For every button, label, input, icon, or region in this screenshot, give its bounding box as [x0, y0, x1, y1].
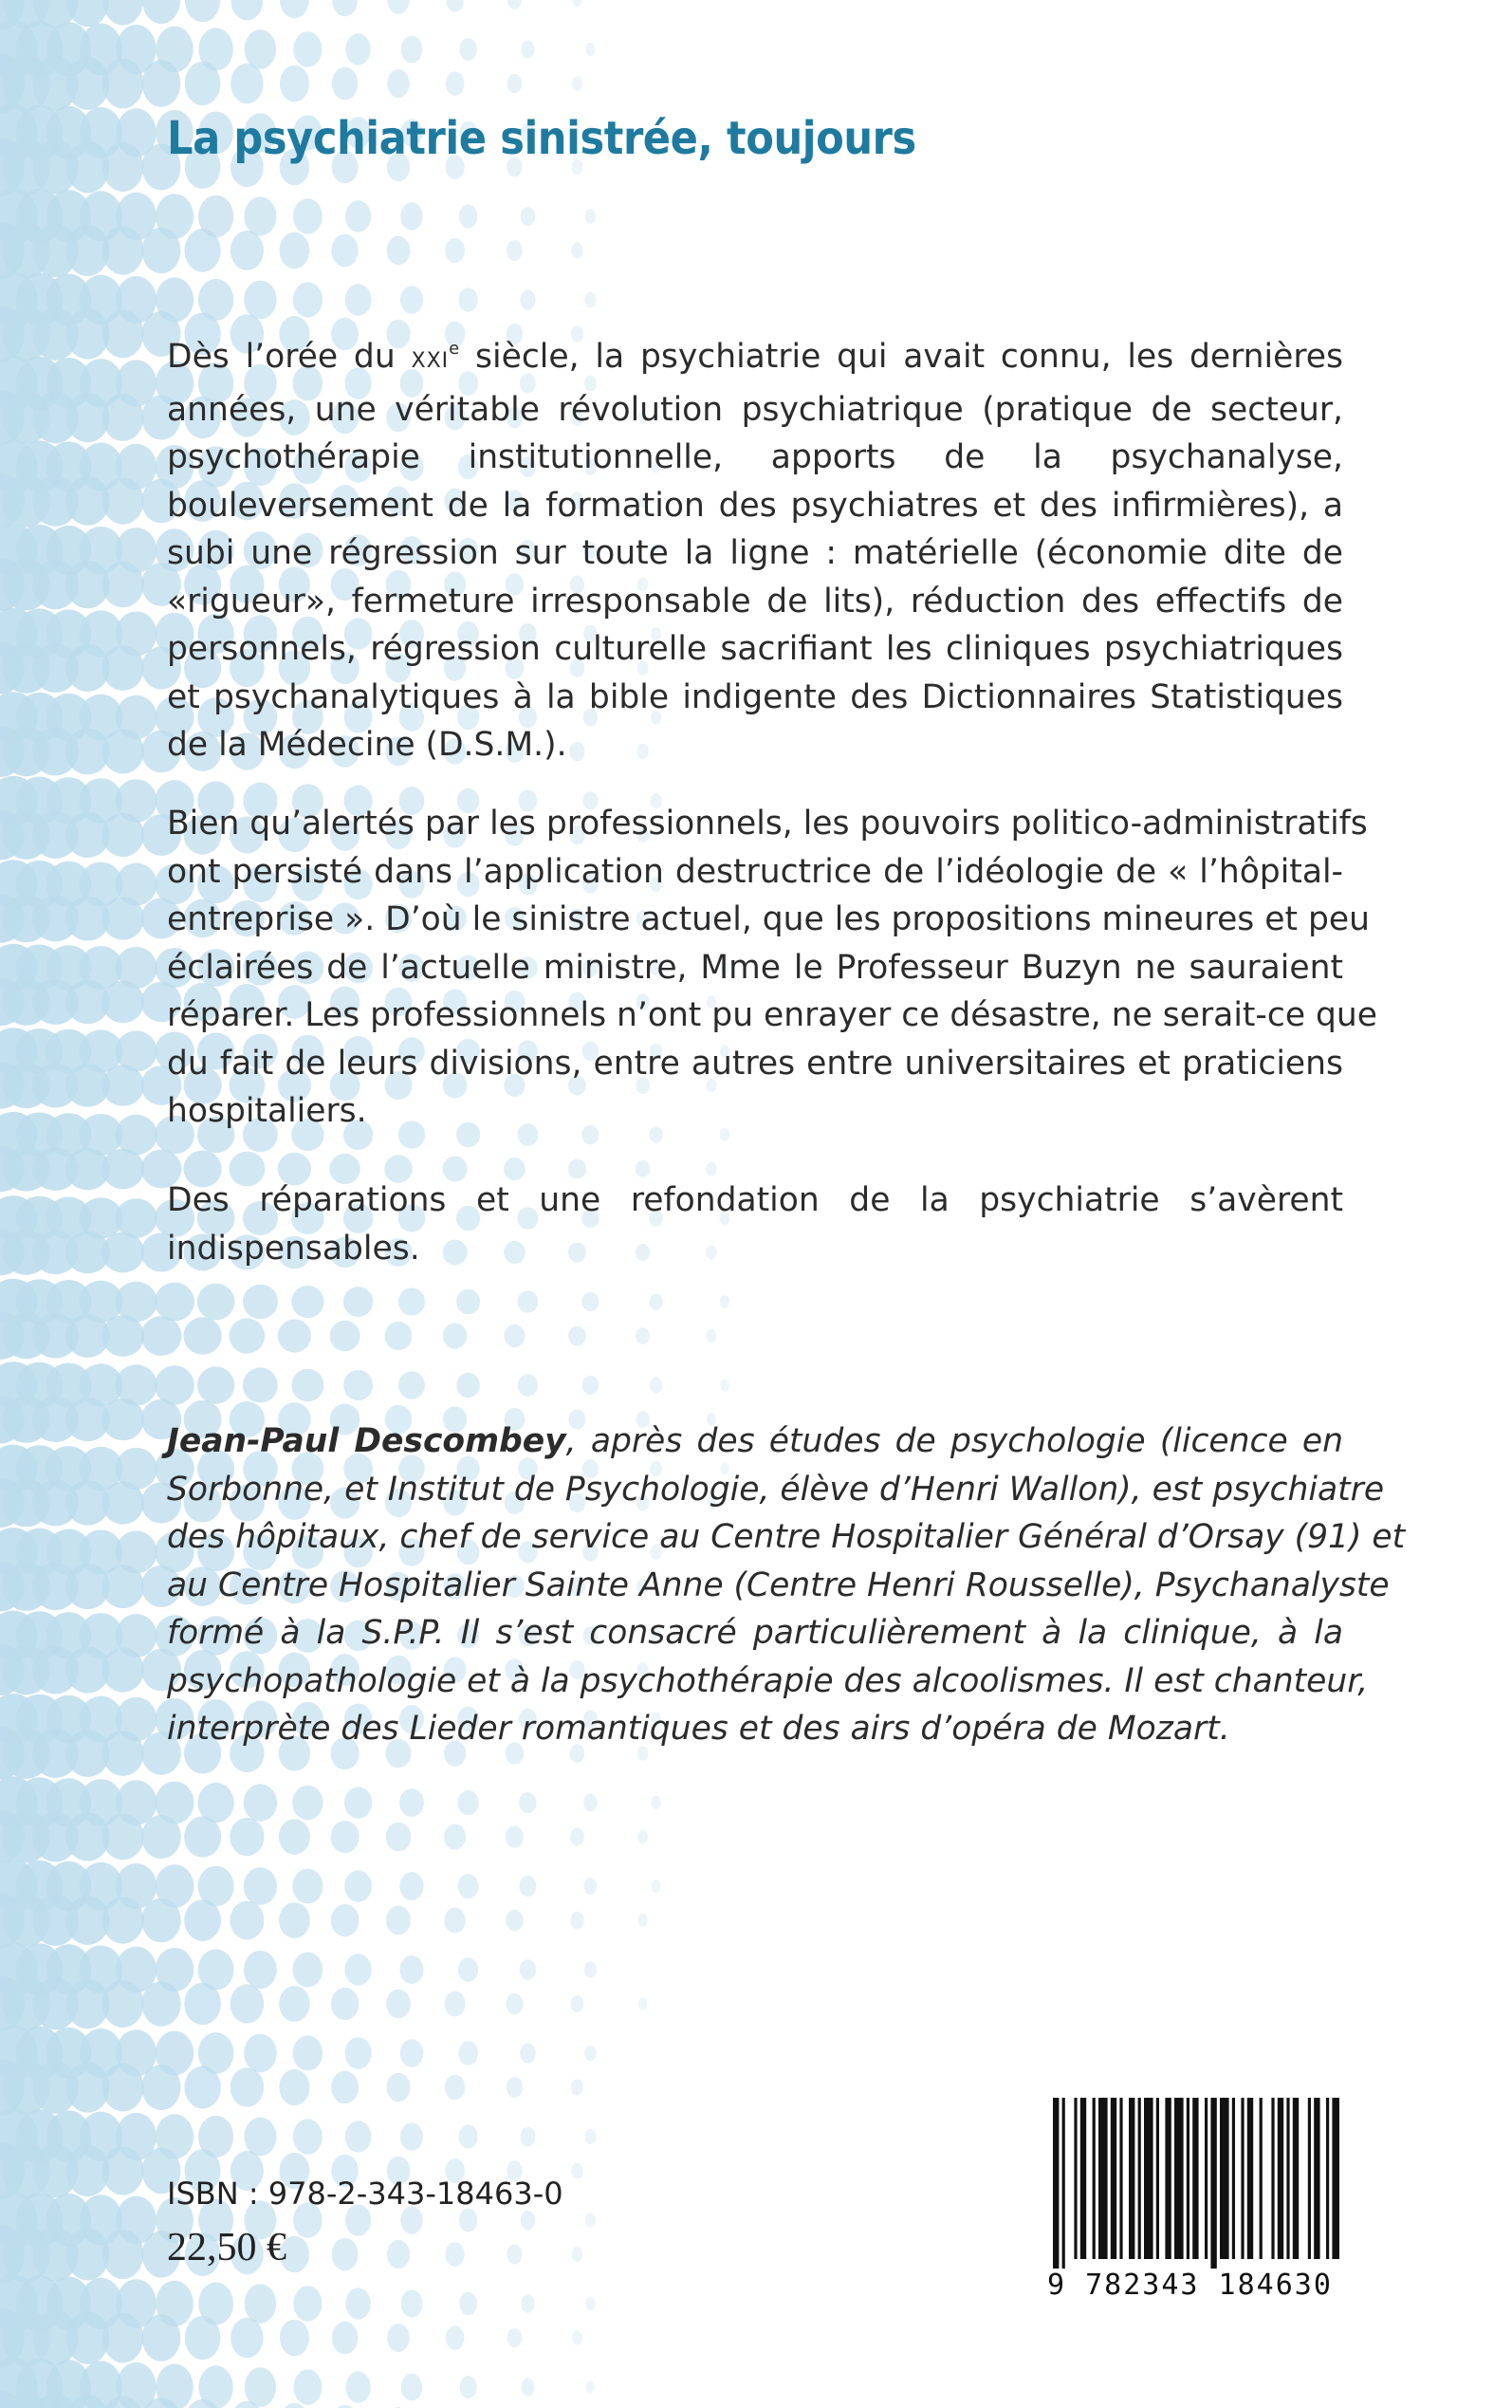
background-dot: [293, 31, 322, 67]
background-dot: [102, 645, 144, 691]
background-dot: [650, 1293, 663, 1309]
background-dot: [444, 1825, 466, 1850]
background-dot: [572, 76, 582, 90]
background-dot: [197, 1366, 234, 1403]
background-dot: [444, 1908, 465, 1934]
background-dot: [294, 2369, 323, 2405]
barcode: [1047, 2094, 1339, 2310]
background-dot: [332, 2322, 358, 2355]
background-dot: [651, 1796, 660, 1809]
background-dot: [387, 2240, 410, 2269]
background-dot: [101, 1398, 144, 1440]
background-dot: [506, 1825, 524, 1847]
barcode-bar: [1192, 2098, 1198, 2259]
background-dot: [141, 1815, 181, 1859]
background-dot: [445, 2075, 465, 2100]
background-dot: [584, 1961, 597, 1977]
background-dot: [331, 234, 358, 268]
paragraph-1-line: «rigueur», fermeture irresponsable de lits), réduction des effectifs de: [167, 582, 1343, 621]
background-dot: [521, 40, 534, 58]
background-dot: [230, 64, 263, 104]
background-dot: [507, 2245, 522, 2265]
background-dot: [506, 1993, 523, 2015]
background-dot: [230, 2318, 263, 2359]
background-dot: [387, 69, 410, 98]
background-dot: [638, 1914, 648, 1927]
background-dot: [506, 1910, 524, 1932]
background-dot: [456, 1373, 480, 1398]
bio-line: Jean-Paul Descombey, après des études de psychologie (licence en: [167, 1422, 1343, 1460]
barcode-bar: [1144, 2098, 1153, 2259]
barcode-bar: [1260, 2098, 1263, 2259]
background-dot: [521, 2211, 535, 2230]
page-title: La psychiatrie sinistrée, toujours: [167, 112, 916, 165]
background-dot: [185, 229, 221, 271]
background-dot: [584, 2046, 596, 2062]
background-dot: [504, 1324, 525, 1347]
background-dot: [184, 1317, 222, 1355]
background-dot: [142, 2314, 181, 2362]
background-dot: [293, 1953, 323, 1988]
background-dot: [344, 1954, 371, 1985]
isbn-text: ISBN : 978-2-343-18463-0: [167, 2176, 563, 2212]
background-dot: [102, 2313, 143, 2363]
background-dot: [583, 1794, 598, 1812]
background-dot: [398, 1287, 425, 1315]
background-dot: [386, 1906, 411, 1936]
barcode-bar: [1205, 2098, 1208, 2259]
background-dot: [278, 1319, 311, 1352]
paragraph-1-line: bouleversement de la formation des psychiatres et des infirmières), a: [167, 486, 1343, 525]
background-dot: [101, 1315, 144, 1357]
paragraph-2-line: Bien qu’alertés par les professionnels, les pouvoirs politico-administratifs: [167, 805, 1368, 843]
background-dot: [291, 1369, 323, 1402]
background-dot: [332, 67, 358, 101]
background-dot: [345, 2121, 372, 2153]
background-dot: [155, 1283, 194, 1322]
background-dot: [400, 1955, 424, 1984]
background-dot: [399, 1788, 424, 1817]
background-dot: [101, 1481, 144, 1524]
background-dot: [102, 310, 144, 359]
background-dot: [652, 1880, 661, 1893]
background-dot: [102, 1814, 144, 1860]
background-dot: [102, 1731, 144, 1776]
background-dot: [387, 236, 411, 265]
barcode-bar: [1293, 2098, 1299, 2259]
barcode-bar: [1165, 2098, 1171, 2259]
background-dot: [244, 2118, 276, 2157]
background-dot: [345, 33, 370, 65]
paragraph-1-line: Dès l’orée du XXIe siècle, la psychiatrie qui avait connu, les dernières: [167, 338, 1343, 376]
barcode-bar: [1156, 2098, 1159, 2259]
barcode-bar: [1241, 2098, 1244, 2259]
background-dot: [521, 207, 536, 226]
background-dot: [331, 1988, 359, 2020]
background-dot: [279, 1819, 310, 1854]
background-dot: [571, 2079, 583, 2096]
paragraph-2-line: entreprise ». D’où le sinistre actuel, que les propositions mineures et peu: [167, 900, 1370, 938]
background-dot: [458, 1874, 479, 1899]
background-dot: [245, 2284, 277, 2323]
background-dot: [399, 1872, 423, 1900]
background-dot: [521, 2294, 535, 2313]
background-dot: [707, 1329, 717, 1343]
background-dot: [585, 2297, 595, 2311]
background-dot: [141, 1316, 182, 1356]
background-dot: [102, 2146, 144, 2195]
background-dot: [185, 2316, 221, 2360]
barcode-bar: [1093, 2098, 1096, 2259]
background-dot: [571, 1995, 584, 2012]
background-dot: [102, 1897, 144, 1943]
background-dot: [330, 1321, 360, 1352]
background-dot: [101, 1565, 144, 1608]
bio-line: psychopathologie et à la psychothérapie des alcoolismes. Il est chanteur,: [167, 1661, 1369, 1700]
background-dot: [101, 730, 143, 774]
barcode-bar: [1053, 2098, 1059, 2269]
background-dot: [637, 1830, 648, 1844]
background-dot: [155, 1365, 194, 1404]
background-dot: [636, 1160, 650, 1177]
background-dot: [572, 0, 581, 7]
background-dot: [570, 1912, 583, 1930]
bio-line: Sorbonne, et Institut de Psychologie, élève d’Henri Wallon), est psychiatre: [167, 1470, 1385, 1509]
barcode-bar: [1129, 2098, 1134, 2259]
background-dot: [102, 1980, 144, 2028]
background-dot: [102, 2230, 143, 2279]
paragraph-2: [167, 800, 1378, 1136]
background-dot: [293, 198, 323, 233]
background-dot: [386, 1823, 412, 1852]
background-dot: [387, 0, 409, 14]
background-dot: [345, 284, 372, 316]
barcode-bar: [1174, 2098, 1184, 2259]
paragraph-2-line: éclairées de l’actuelle ministre, Mme le Professeur Buzyn ne sauraient: [167, 948, 1343, 987]
paragraph-1-line: de la Médecine (D.S.M.).: [167, 726, 567, 764]
barcode-bar: [1326, 2098, 1329, 2259]
background-dot: [102, 562, 144, 607]
background-dot: [345, 2288, 371, 2319]
background-dot: [184, 1983, 221, 2025]
background-dot: [459, 38, 476, 61]
paragraph-2-line: hospitaliers.: [167, 1092, 367, 1130]
background-dot: [142, 60, 181, 107]
background-dot: [243, 1367, 278, 1402]
author-name: Jean-Paul Descombey: [167, 1422, 566, 1460]
background-dot: [280, 65, 309, 102]
background-dot: [230, 2067, 264, 2107]
background-dot: [280, 232, 310, 269]
background-dot: [101, 1065, 144, 1106]
background-dot: [520, 2043, 536, 2063]
background-dot: [291, 1286, 323, 1318]
barcode-bar: [1062, 2098, 1065, 2269]
background-dot: [518, 1374, 538, 1396]
background-dot: [386, 1990, 411, 2019]
background-dot: [571, 243, 582, 259]
background-dot: [101, 1232, 144, 1273]
background-dot: [101, 981, 144, 1023]
background-dot: [332, 2238, 359, 2271]
background-dot: [102, 226, 144, 274]
background-dot: [507, 240, 523, 261]
background-dot: [459, 2209, 477, 2232]
background-dot: [197, 1284, 235, 1321]
background-dot: [279, 2069, 309, 2105]
background-dot: [507, 2328, 522, 2347]
paragraph-3-line: Des réparations et une refondation de la psychiatrie s’avèrent: [167, 1181, 1343, 1219]
background-dot: [141, 1981, 180, 2026]
background-dot: [279, 1902, 310, 1938]
background-dot: [293, 2286, 322, 2322]
barcode-bar: [1187, 2098, 1189, 2259]
background-dot: [244, 2034, 277, 2073]
background-dot: [507, 2077, 523, 2098]
background-dot: [570, 1827, 584, 1845]
background-dot: [521, 2379, 534, 2397]
background-dot: [568, 1326, 586, 1346]
background-dot: [245, 2367, 276, 2407]
background-dot: [586, 2380, 595, 2394]
background-dot: [400, 202, 423, 230]
background-dot: [244, 1784, 277, 1821]
background-dot: [585, 2213, 596, 2227]
background-dot: [344, 1870, 372, 1901]
background-dot: [458, 1790, 479, 1815]
bio-line: formé à la S.P.P. Il s’est consacré particulièrement à la clinique, à la: [167, 1614, 1343, 1652]
barcode-bar: [1074, 2098, 1077, 2259]
barcode-bar: [1232, 2098, 1235, 2259]
background-dot: [244, 1867, 277, 1905]
background-dot: [385, 1322, 413, 1350]
background-dot: [446, 71, 465, 95]
background-dot: [458, 1957, 478, 1982]
background-dot: [584, 292, 596, 307]
barcode-bar: [1220, 2098, 1229, 2259]
barcode-bar: [1271, 2098, 1274, 2259]
background-dot: [519, 1876, 536, 1897]
background-dot: [101, 1149, 144, 1190]
background-dot: [102, 59, 143, 109]
paragraph-1-line: années, une véritable révolution psychiatrique (pratique de secteur,: [167, 390, 1343, 429]
barcode-bar: [1278, 2098, 1283, 2259]
background-dot: [184, 1899, 221, 1941]
background-dot: [456, 1289, 480, 1314]
background-dot: [400, 2122, 423, 2151]
background-dot: [586, 43, 596, 56]
background-dot: [400, 2039, 423, 2067]
background-dot: [638, 1997, 647, 2010]
background-dot: [345, 200, 371, 232]
background-dot: [401, 36, 423, 64]
background-dot: [102, 477, 144, 524]
background-dot: [184, 2066, 220, 2109]
paragraph-1-line: personnels, régression culturelle sacrifiant les cliniques psychiatriques: [167, 630, 1343, 668]
background-dot: [520, 2127, 535, 2147]
barcode-bars: [1047, 2094, 1339, 2269]
bio-line: des hôpitaux, chef de service au Centre Hospitalier Général d’Orsay (91) et: [167, 1518, 1406, 1556]
paragraph-3: [167, 1176, 1343, 1272]
barcode-digits: 9 782343 184630: [1047, 2269, 1333, 2302]
background-dot: [459, 205, 478, 229]
background-dot: [292, 1786, 323, 1820]
background-dot: [230, 231, 264, 270]
background-dot: [581, 1292, 599, 1311]
background-dot: [445, 238, 465, 263]
background-dot: [244, 1951, 277, 1989]
background-dot: [185, 0, 220, 22]
background-dot: [102, 0, 143, 26]
background-dot: [230, 1318, 266, 1353]
paragraph-2-line: ont persisté dans l’application destructrice de l’idéologie de « l’hôpital-: [167, 852, 1343, 891]
background-dot: [331, 1904, 360, 1936]
background-dot: [398, 1371, 425, 1398]
price-text: 22,50 €: [167, 2226, 286, 2269]
author-biography: [167, 1417, 1406, 1753]
barcode-bar: [1111, 2098, 1116, 2259]
paragraph-2-line: réparer. Les professionnels n’ont pu enrayer ce désastre, ne serait-ce que: [167, 996, 1378, 1034]
background-dot: [230, 1984, 265, 2023]
background-dot: [141, 2065, 180, 2110]
background-dot: [386, 2073, 410, 2102]
background-dot: [446, 0, 464, 12]
background-dot: [292, 1869, 323, 1904]
barcode-bar: [1308, 2098, 1311, 2259]
background-dot: [458, 2041, 478, 2065]
background-dot: [519, 1792, 536, 1813]
background-dot: [387, 2324, 410, 2352]
bio-line: interprète des Lieder romantiques et des airs d’opéra de Mozart.: [167, 1710, 1230, 1748]
background-dot: [401, 2374, 422, 2401]
barcode-bar: [1098, 2098, 1108, 2259]
background-dot: [101, 813, 144, 857]
background-dot: [185, 62, 221, 105]
background-dot: [459, 2292, 477, 2316]
background-dot: [507, 0, 522, 9]
background-dot: [293, 282, 323, 317]
background-dot: [520, 1959, 536, 1980]
barcode-bar: [1314, 2098, 1319, 2259]
barcode-bar: [1286, 2098, 1289, 2259]
background-dot: [443, 1323, 468, 1348]
background-dot: [142, 0, 180, 24]
paragraph-3-line: indispensables.: [167, 1229, 420, 1268]
barcode-bar: [1210, 2098, 1216, 2269]
barcode-bar: [1247, 2098, 1253, 2259]
background-dot: [584, 1878, 598, 1895]
paragraph-2-line: du fait de leurs divisions, entre autres entre universitaires et praticiens: [167, 1044, 1343, 1083]
barcode-bar: [1138, 2098, 1141, 2259]
background-dot: [141, 1899, 181, 1943]
background-dot: [507, 74, 522, 94]
background-dot: [343, 1370, 373, 1400]
background-dot: [184, 1816, 221, 1857]
background-dot: [459, 2124, 478, 2148]
background-dot: [343, 1287, 373, 1317]
background-dot: [585, 209, 596, 224]
background-dot: [460, 2376, 477, 2399]
background-dot: [279, 1986, 310, 2022]
paragraph-1-line: subi une régression sur toute la ligne : matérielle (économie dite de: [167, 534, 1343, 572]
paragraph-1-line: psychothérapie institutionnelle, apports de la psychanalyse,: [167, 438, 1343, 476]
background-dot: [571, 2163, 582, 2179]
background-dot: [445, 1991, 466, 2017]
bio-line: au Centre Hospitalier Sainte Anne (Centre Henri Rousselle), Psychanalyste: [167, 1565, 1390, 1604]
background-dot: [293, 2035, 323, 2070]
background-dot: [244, 281, 276, 320]
background-dot: [650, 1378, 663, 1394]
paragraph-1-line: et psychanalytiques à la bible indigente des Dictionnaires Statistiques: [167, 677, 1343, 716]
background-dot: [230, 0, 263, 20]
background-dot: [102, 142, 143, 192]
background-dot: [572, 2247, 583, 2262]
background-dot: [243, 1285, 278, 1320]
background-dot: [102, 2064, 144, 2112]
background-dot: [401, 2289, 423, 2317]
background-dot: [446, 2242, 465, 2267]
background-dot: [585, 2129, 597, 2144]
background-dot: [245, 29, 276, 69]
background-dot: [102, 394, 144, 441]
background-dot: [520, 290, 535, 310]
background-dot: [331, 2071, 359, 2104]
background-dot: [230, 1901, 264, 1940]
background-dot: [345, 2037, 372, 2069]
background-dot: [280, 0, 309, 18]
background-dot: [101, 897, 144, 939]
background-dot: [459, 287, 478, 311]
background-dot: [636, 1327, 650, 1344]
background-dot: [706, 1162, 716, 1176]
background-dot: [142, 228, 181, 273]
background-dot: [582, 1376, 599, 1395]
barcode-bar: [1080, 2098, 1086, 2259]
background-dot: [400, 286, 423, 314]
background-dot: [346, 2371, 371, 2402]
background-dot: [331, 1821, 360, 1853]
background-dot: [230, 1818, 264, 1856]
background-dot: [720, 1379, 729, 1391]
barcode-bar: [1119, 2098, 1122, 2259]
background-dot: [280, 2320, 309, 2357]
background-dot: [101, 1648, 143, 1693]
paragraph-1: [167, 325, 1343, 769]
background-dot: [332, 0, 358, 16]
barcode-bar: [1332, 2098, 1339, 2259]
background-dot: [244, 197, 276, 236]
background-dot: [446, 2325, 465, 2349]
background-dot: [293, 2119, 323, 2154]
background-dot: [572, 2330, 582, 2344]
background-dot: [518, 1290, 539, 1313]
background-dot: [116, 1198, 157, 1238]
background-dot: [344, 1787, 372, 1818]
background-dot: [720, 1295, 729, 1308]
